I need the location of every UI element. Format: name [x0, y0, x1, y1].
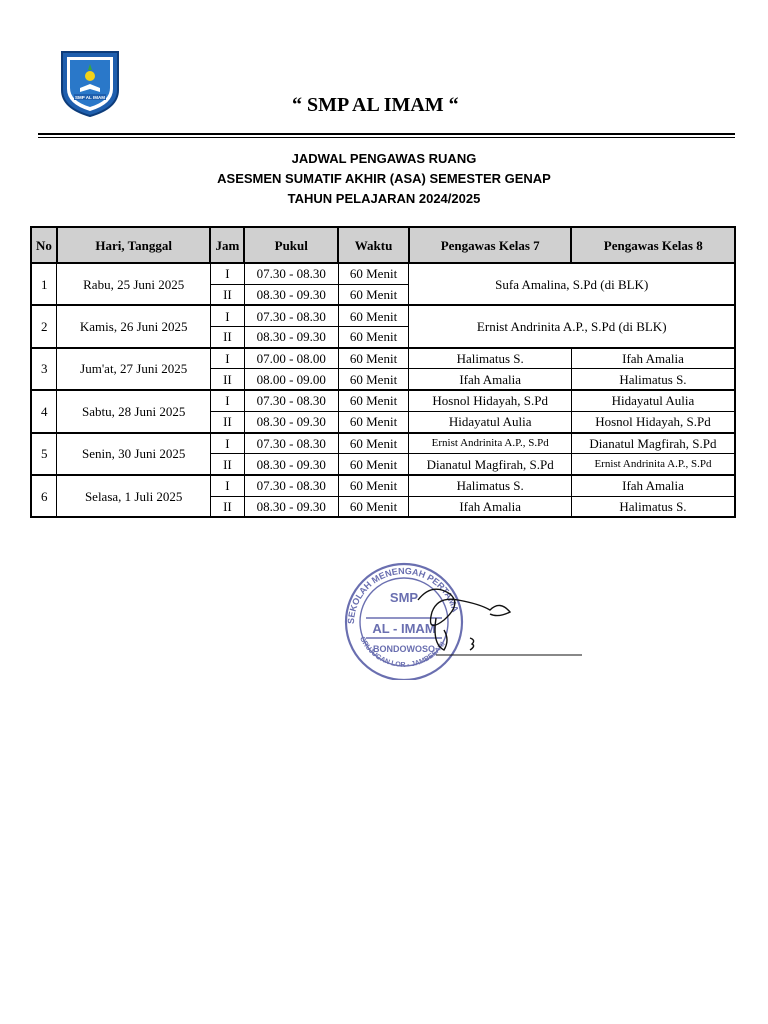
- cell-jam: I: [210, 390, 244, 411]
- cell-waktu: 60 Menit: [338, 411, 409, 432]
- cell-jam: I: [210, 263, 244, 284]
- cell-date: Jum'at, 27 Juni 2025: [57, 348, 210, 390]
- cell-kelas8: Dianatul Magfirah, S.Pd: [571, 433, 735, 454]
- cell-pukul: 07.30 - 08.30: [244, 263, 338, 284]
- cell-kelas7: Ifah Amalia: [409, 369, 572, 390]
- cell-no: 1: [31, 263, 57, 305]
- table-row: [31, 348, 735, 369]
- cell-jam: II: [210, 327, 244, 348]
- cell-waktu: 60 Menit: [338, 475, 409, 496]
- cell-pukul: 08.30 - 09.30: [244, 327, 338, 348]
- cell-pukul: 08.30 - 09.30: [244, 284, 338, 305]
- table-row: [31, 263, 735, 284]
- cell-date: Kamis, 26 Juni 2025: [57, 305, 210, 347]
- cell-waktu: 60 Menit: [338, 454, 409, 475]
- cell-kelas7: Halimatus S.: [409, 475, 572, 496]
- cell-no: 3: [31, 348, 57, 390]
- cell-kelas8: Halimatus S.: [571, 369, 735, 390]
- cell-pukul: 07.00 - 08.00: [244, 348, 338, 369]
- cell-kelas8: Ifah Amalia: [571, 475, 735, 496]
- cell-waktu: 60 Menit: [338, 263, 409, 284]
- school-logo: [58, 46, 122, 118]
- cell-waktu: 60 Menit: [338, 305, 409, 326]
- cell-jam: II: [210, 454, 244, 475]
- cell-kelas7: Ifah Amalia: [409, 496, 572, 517]
- cell-pukul: 08.30 - 09.30: [244, 454, 338, 475]
- table-row: [31, 475, 735, 496]
- cell-no: 4: [31, 390, 57, 432]
- table-header-row: [31, 227, 735, 263]
- school-name: “ SMP AL IMAM “: [292, 94, 459, 116]
- header-rule-thick: [38, 133, 735, 135]
- cell-jam: I: [210, 433, 244, 454]
- cell-kelas8: Ifah Amalia: [571, 348, 735, 369]
- doc-title-2: ASESMEN SUMATIF AKHIR (ASA) SEMESTER GENAP: [217, 171, 551, 186]
- cell-pukul: 07.30 - 08.30: [244, 475, 338, 496]
- cell-kelas7: Ernist Andrinita A.P., S.Pd: [409, 433, 572, 454]
- table-row: [31, 390, 735, 411]
- cell-date: Senin, 30 Juni 2025: [57, 433, 210, 475]
- cell-waktu: 60 Menit: [338, 284, 409, 305]
- school-stamp-signature: [340, 560, 590, 680]
- cell-waktu: 60 Menit: [338, 496, 409, 517]
- col-header-date: Hari, Tanggal: [57, 227, 210, 263]
- table-row: [31, 433, 735, 454]
- cell-jam: II: [210, 369, 244, 390]
- cell-kelas8: Ernist Andrinita A.P., S.Pd: [571, 454, 735, 475]
- cell-no: 6: [31, 475, 57, 517]
- col-header-kelas7: Pengawas Kelas 7: [409, 227, 572, 263]
- cell-jam: II: [210, 411, 244, 432]
- cell-kelas7: Dianatul Magfirah, S.Pd: [409, 454, 572, 475]
- col-header-kelas8: Pengawas Kelas 8: [571, 227, 735, 263]
- signature-scribble: [418, 589, 510, 650]
- cell-pukul: 07.30 - 08.30: [244, 390, 338, 411]
- cell-pukul: 08.30 - 09.30: [244, 411, 338, 432]
- table-row: [31, 305, 735, 326]
- cell-jam: I: [210, 305, 244, 326]
- cell-pengawas-merged: Ernist Andrinita A.P., S.Pd (di BLK): [409, 305, 735, 347]
- cell-jam: II: [210, 496, 244, 517]
- header-rule-thin: [38, 137, 735, 138]
- cell-jam: II: [210, 284, 244, 305]
- stamp-line-2: AL - IMAM: [372, 621, 436, 636]
- cell-kelas8: Hidayatul Aulia: [571, 390, 735, 411]
- col-header-pukul: Pukul: [244, 227, 338, 263]
- cell-kelas7: Hidayatul Aulia: [409, 411, 572, 432]
- cell-pengawas-merged: Sufa Amalina, S.Pd (di BLK): [409, 263, 735, 305]
- cell-kelas8: Hosnol Hidayah, S.Pd: [571, 411, 735, 432]
- cell-pukul: 07.30 - 08.30: [244, 433, 338, 454]
- stamp-line-1: SMP: [389, 590, 419, 605]
- cell-jam: I: [210, 475, 244, 496]
- cell-kelas8: Halimatus S.: [571, 496, 735, 517]
- stamp-bottom-text: GRUJUGAN LOR - JAMBESARI: [358, 635, 447, 669]
- cell-date: Rabu, 25 Juni 2025: [57, 263, 210, 305]
- cell-date: Selasa, 1 Juli 2025: [57, 475, 210, 517]
- cell-pukul: 08.00 - 09.00: [244, 369, 338, 390]
- cell-kelas7: Halimatus S.: [409, 348, 572, 369]
- stamp-ring-text: SEKOLAH MENENGAH PERTAMA: [345, 565, 461, 625]
- cell-waktu: 60 Menit: [338, 433, 409, 454]
- cell-jam: I: [210, 348, 244, 369]
- cell-waktu: 60 Menit: [338, 369, 409, 390]
- cell-no: 2: [31, 305, 57, 347]
- schedule-table: [30, 226, 736, 518]
- cell-waktu: 60 Menit: [338, 348, 409, 369]
- doc-title-3: TAHUN PELAJARAN 2024/2025: [287, 191, 481, 206]
- cell-waktu: 60 Menit: [338, 390, 409, 411]
- col-header-no: No: [31, 227, 57, 263]
- cell-kelas7: Hosnol Hidayah, S.Pd: [409, 390, 572, 411]
- cell-no: 5: [31, 433, 57, 475]
- logo-text: SMP AL IMAM: [75, 95, 105, 100]
- cell-date: Sabtu, 28 Juni 2025: [57, 390, 210, 432]
- cell-waktu: 60 Menit: [338, 327, 409, 348]
- col-header-jam: Jam: [210, 227, 244, 263]
- cell-pukul: 08.30 - 09.30: [244, 496, 338, 517]
- col-header-waktu: Waktu: [338, 227, 409, 263]
- doc-title-1: JADWAL PENGAWAS RUANG: [291, 151, 477, 166]
- stamp-line-3: BONDOWOSO: [373, 644, 435, 654]
- cell-pukul: 07.30 - 08.30: [244, 305, 338, 326]
